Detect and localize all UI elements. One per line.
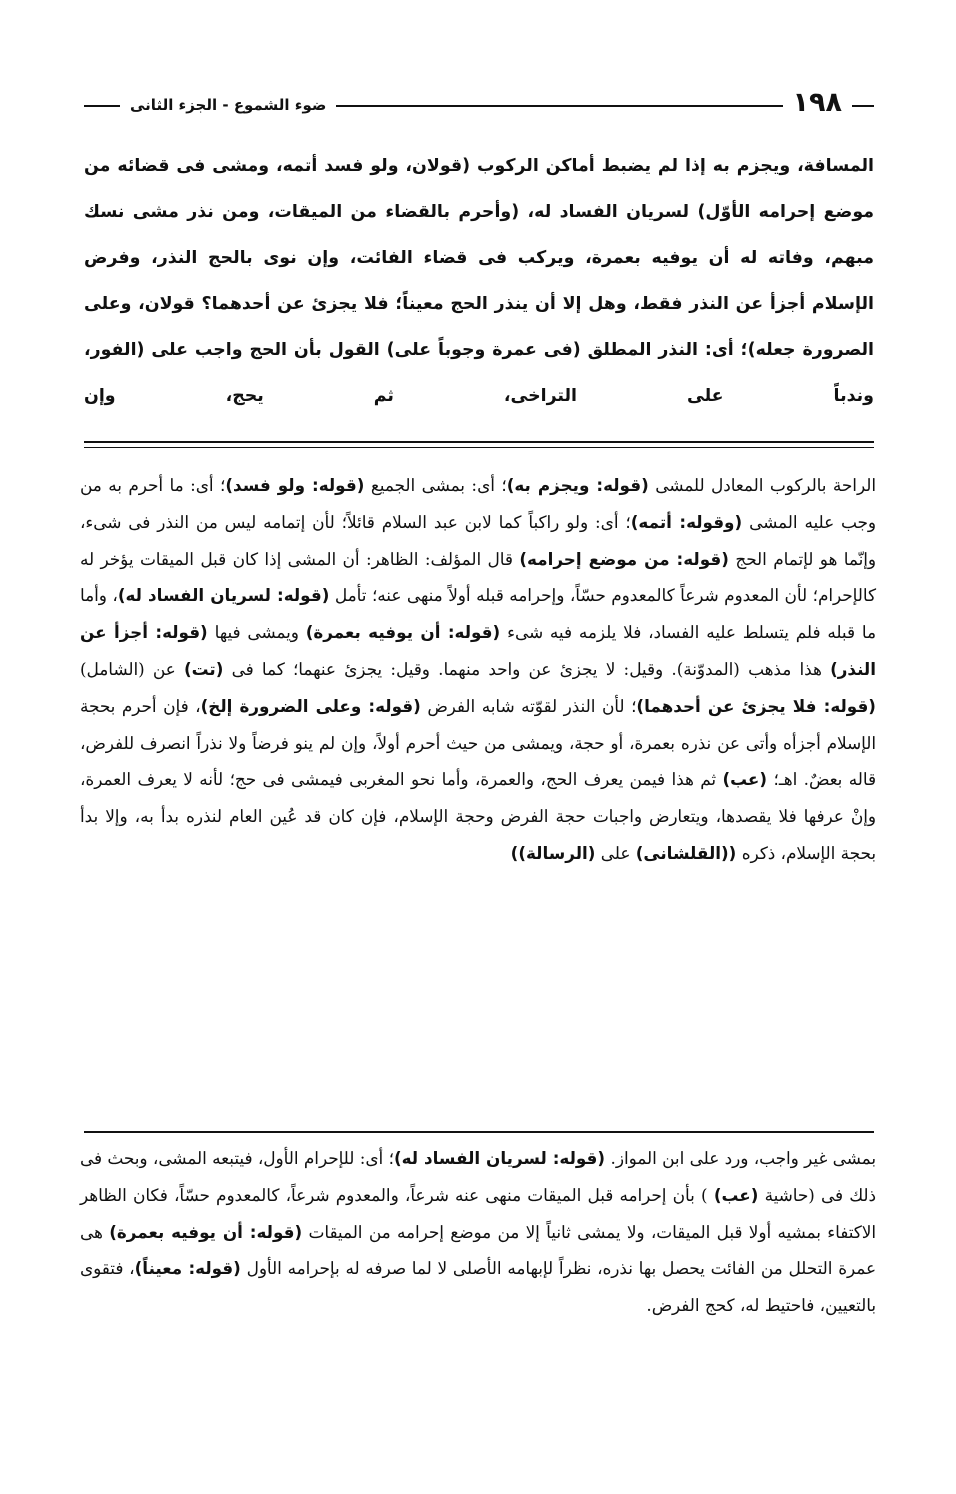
book-title: ضوء الشموع - الجزء الثانى <box>120 90 336 120</box>
commentary-lemma: (قوله: لسريان الفساد له) <box>117 585 330 606</box>
commentary-text: ، وأما ما قبله فلم يتسلط عليه الفساد، فلا يلزمه فيه شىء <box>80 585 876 643</box>
source-reference: ((القلشانى) <box>635 842 737 863</box>
commentary-2-paragraph <box>80 1140 876 1324</box>
main-text-block <box>84 143 874 419</box>
page-number: ١٩٨ <box>783 86 852 120</box>
separator-rule <box>84 1131 874 1133</box>
commentary-text: ثم هذا فيمن يعرف الحج، والعمرة، وأما نحو المغربى فيمشى فى حج؛ لأنه لا يعرف العمرة، وإنْ عرفها فلا يقصدها، ويتعارض واجبات حجة الفرض وحجة الإسلام، فإن كان قد عُين العام لنذره بدأ به، وإلا بدأ بحجة الإسلام، ذكره <box>80 769 876 863</box>
commentary-lemma: (قوله: معيناً) <box>134 1258 241 1279</box>
commentary-text: ؛ لأن النذر لقوّته شابه الفرض <box>427 695 637 716</box>
commentary-lemma: (قوله: ولو فسد) <box>225 475 365 495</box>
commentary-lemma: (قوله: ويجزم به) <box>506 475 649 495</box>
commentary-lemma: (قوله: أن يوفيه بعمرة) <box>109 1221 303 1242</box>
commentary-text: ؛ أى: ما أحرم به من وجب عليه المشى <box>80 475 876 532</box>
commentary-lemma: (قوله: من موضع إحرامه) <box>519 548 729 569</box>
commentary-text: ويمشى فيها <box>214 622 299 643</box>
commentary-lemma: (قوله: فلا يجزئ عن أحدهما) <box>636 695 876 716</box>
commentary-text: ؛ أى: للإحرام الأول، فيتبعه المشى، وبحث فى ذلك فى (حاشية <box>80 1148 876 1205</box>
commentary-lemma: (قوله: لسريان الفساد له) <box>393 1148 606 1168</box>
commentary-text: قال المؤلف: الظاهر: أن المشى إذا كان قبل الميقات يؤخر له كالإحرام؛ لأن المعدوم شرعاً كالمعدوم حسّاً، وإحرامه قبله أولاً منهى عنه؛ تأمل <box>80 548 876 606</box>
commentary-1-paragraph <box>80 467 876 872</box>
source-abbreviation: (عب) <box>713 1184 759 1205</box>
source-abbreviation: (تت) <box>183 658 224 679</box>
running-head <box>84 86 874 120</box>
commentary-text: الراحة بالركوب المعادل للمشى <box>655 475 877 495</box>
commentary-text: بمشى غير واجب، ورد على ابن المواز. <box>610 1148 876 1168</box>
commentary-text: هى عمرة التحلل من الفائت يحصل بها نذره، نظراً لإبهامه الأصلى لا لما صرفه له بإحرامه الأول <box>80 1221 876 1279</box>
source-reference: (الرسالة)) <box>510 842 596 863</box>
double-separator-rule <box>84 441 874 449</box>
main-text-paragraph: المسافة، ويجزم به إذا لم يضبط أماكن الركوب (قولان، ولو فسد أتمه، ومشى فى قضائه من موضع إحرامه الأوّل) لسريان الفساد له، (وأحرم بالقضاء من الميقات، ومن نذر مشى نسك مبهم، وفاته له أن يوفيه بعمرة، ويركب فى قضاء الفائت، وإن نوى بالحج النذر، وفرض الإسلام أجزأ عن النذر فقط، وهل إلا أن ينذر الحج معيناً؛ فلا يجزئ عن أحدهما؟ قولان، وعلى الصرورة جعله)؛ أى: النذر المطلق (فى عمرة وجوباً على) القول بأن الحج واجب على (الفور، وندباً على التراخى، ثم يحج، وإن <box>84 156 874 406</box>
commentary-lemma: (قوله: أجزأ عن النذر) <box>80 622 876 679</box>
commentary-text: ، فإن أحرم بحجة الإسلام أجزأه وأتى عن نذره بعمرة، أو حجة، ويمشى من حيث أحرم أولاً، وإن لم ينو فرضاً ولا نذراً انصرف للفرض، قاله بعضٌ. اهـ؛ <box>80 695 876 790</box>
commentary-lemma: (وقوله: أتمه) <box>630 511 743 532</box>
commentary-lemma: (قوله: أن يوفيه بعمرة) <box>305 622 501 643</box>
commentary-text: عن (الشامل) <box>80 658 176 679</box>
commentary-text: ؛ أى: بمشى الجميع <box>370 475 507 495</box>
commentary-lemma: (قوله: وعلى الضرورة إلخ) <box>200 695 421 716</box>
commentary-block-2 <box>80 1140 876 1324</box>
commentary-text: هذا مذهب (المدوّنة). وقيل: لا يجزئ عن واحد منهما. وقيل: يجزئ عنهما؛ كما فى <box>231 658 822 679</box>
commentary-text: ؛ أى: ولو راكباً كما لابن عبد السلام قائلاً؛ لأن إتمامه ليس من النذر فى شىء، وإنّما هو لإتمام الحج <box>80 511 877 569</box>
commentary-text: ) بأن إحرامه قبل الميقات منهى عنه شرعاً، والمعدوم شرعاً، كالمعدوم حسّاً، فكان الظاهر الاكتفاء بمشيه أولا قبل الميقات، ولا يمشى ثانياً إلا من موضع إحرامه من الميقات <box>80 1184 877 1242</box>
commentary-text: ، فتقوى بالتعيين، فاحتيط له، كحج الفرض. <box>80 1258 876 1316</box>
source-abbreviation: (عب) <box>722 769 768 790</box>
commentary-block-1 <box>80 467 876 872</box>
commentary-text: على <box>600 842 631 863</box>
